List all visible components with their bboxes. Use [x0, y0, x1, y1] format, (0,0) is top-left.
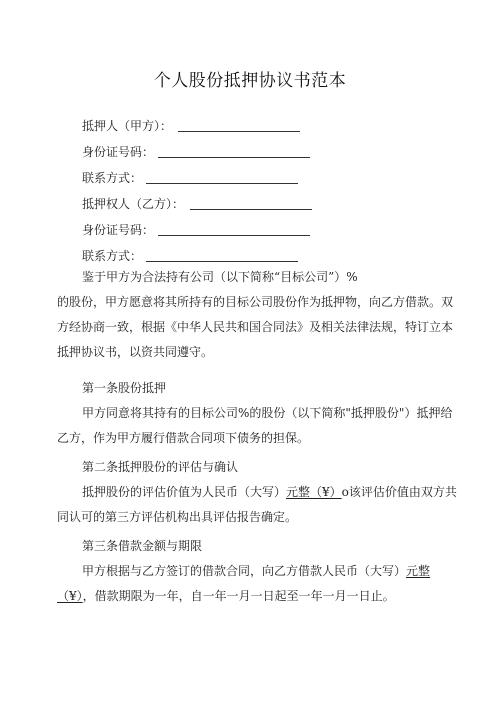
- valuation-text-cont: o该评估价值由双方共: [341, 485, 457, 499]
- loan-amount-yuan-blank: （¥）: [57, 589, 83, 603]
- mortgagor-id-label: 身份证号码：: [82, 145, 155, 159]
- mortgagor-id-blank-line: [158, 157, 310, 158]
- section-line: [57, 480, 457, 505]
- section-3-heading: 第三条借款金额与期限: [82, 539, 203, 553]
- section-line: [57, 559, 447, 584]
- mortgagor-contact-blank-line: [146, 183, 298, 184]
- loan-amount-blank: 元整: [406, 564, 431, 578]
- section-2-body: [57, 480, 457, 530]
- section-line: 乙方，作为甲方履行借款合同项下债务的担保。: [57, 431, 310, 445]
- mortgagor-contact-field: [82, 170, 298, 186]
- mortgagor-label: 抵押人（甲方）：: [82, 119, 173, 133]
- mortgagor-field: [82, 118, 300, 134]
- mortgagor-contact-label: 联系方式：: [82, 171, 143, 185]
- intro-line: 抵押协议书，以资共同遵守。: [57, 345, 214, 359]
- mortgagor-blank-line: [178, 131, 300, 132]
- mortgagee-blank-line: [190, 209, 312, 210]
- mortgagee-id-label: 身份证号码：: [82, 223, 155, 237]
- intro-line: 方经协商一致，根据《中华人民共和国合同法》及相关法律法规，特订立本: [57, 320, 454, 334]
- loan-text: 甲方根据与乙方签订的借款合同，向乙方借款人民币（大写）: [82, 564, 407, 578]
- intro-line: 鉴于甲方为合法持有公司（以下简称“目标公司”）%: [82, 270, 358, 284]
- mortgagee-contact-blank-line: [146, 261, 298, 262]
- section-line: 甲方同意将其持有的目标公司%的股份（以下简称"抵押股份"）抵押给: [82, 406, 453, 420]
- mortgagee-contact-field: [82, 248, 298, 264]
- valuation-text: 抵押股份的评估价值为人民币（大写）: [82, 485, 287, 499]
- mortgagor-id-field: [82, 144, 310, 160]
- document-title: 个人股份抵押协议书范本: [153, 71, 347, 91]
- section-1-heading: 第一条股份抵押: [82, 381, 167, 395]
- mortgagee-field: [82, 196, 312, 212]
- section-3-body: [57, 559, 447, 609]
- mortgagee-id-blank-line: [158, 235, 310, 236]
- intro-paragraph: [57, 265, 454, 365]
- section-2-heading: 第二条抵押股份的评估与确认: [82, 460, 239, 474]
- section-1-body: [57, 401, 453, 451]
- intro-line: 的股份，甲方愿意将其所持有的目标公司股份作为抵押物，向乙方借款。双: [57, 295, 454, 309]
- mortgagee-contact-label: 联系方式：: [82, 249, 143, 263]
- valuation-amount-blank: 元整（¥）: [286, 485, 342, 499]
- section-line: [57, 584, 447, 609]
- mortgagee-id-field: [82, 222, 310, 238]
- section-line: 同认可的第三方评估机构出具评估报告确定。: [57, 510, 298, 524]
- loan-term-text: ，借款期限为一年，自一年一月一日起至一年一月一日止。: [82, 589, 395, 603]
- mortgagee-label: 抵押权人（乙方）：: [82, 197, 185, 211]
